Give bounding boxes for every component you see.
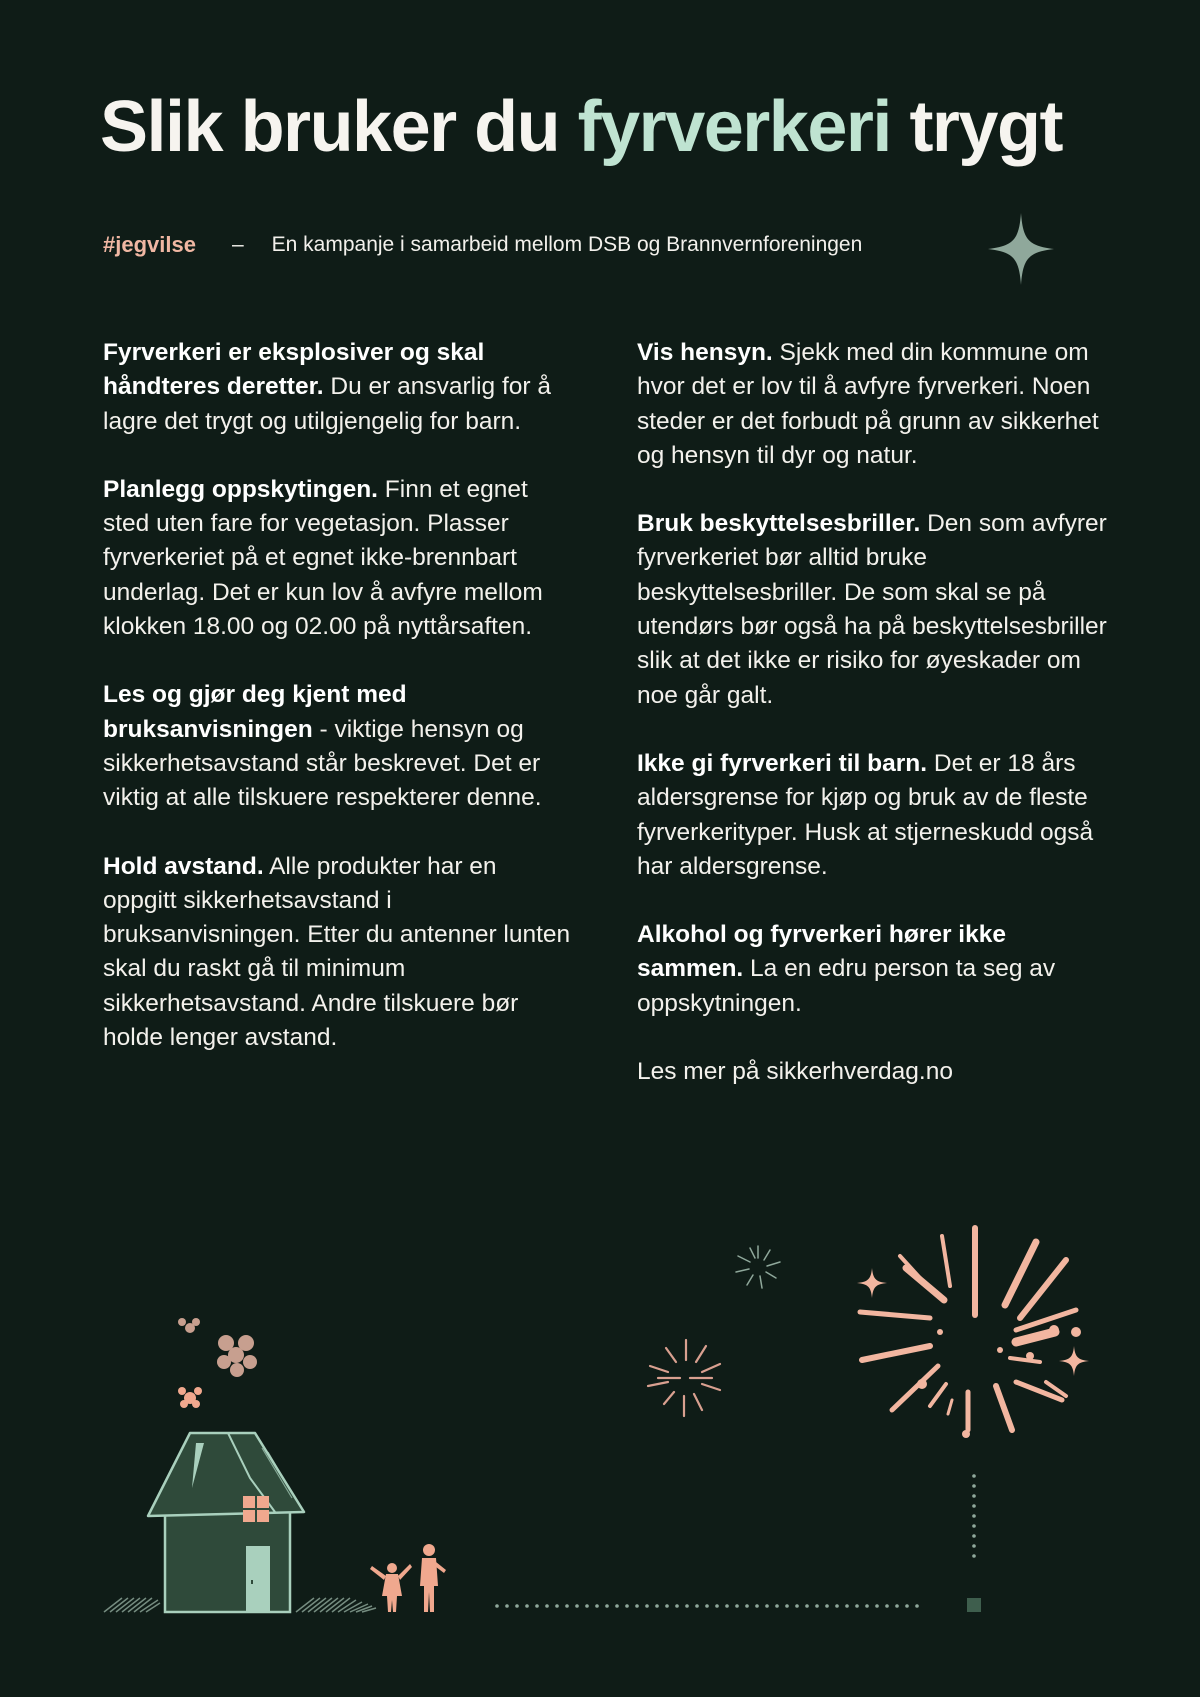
- tiny-firework-icon: [736, 1246, 780, 1288]
- hashtag: #jegvilse: [103, 232, 196, 257]
- tip-heading: Fyrverkeri er eksplosiver og skal håndteres deretter.: [103, 339, 485, 401]
- adult-and-child-icon: [370, 1544, 446, 1612]
- tip-heading: Vis hensyn.: [637, 339, 773, 366]
- campaign-tagline: [103, 232, 862, 258]
- tip-paragraph: [637, 507, 1107, 713]
- four-point-star-icon: [988, 213, 1054, 285]
- sparkle-small-icon: [1059, 1346, 1089, 1376]
- sparkle-small-icon: [857, 1268, 887, 1298]
- tip-paragraph: [103, 678, 573, 815]
- tip-text: Det er 18 års aldersgrense for kjøp og bruk av de fleste fyrverkerityper. Husk at stjerneskudd også har aldersgrense.: [637, 749, 1094, 880]
- firework-burst-icon: [860, 1228, 1076, 1430]
- tip-text: - viktige hensyn og sikkerhetsavstand står beskrevet. Det er viktig at alle tilskuere respekterer denne.: [103, 715, 542, 812]
- tip-paragraph: [637, 336, 1107, 473]
- tip-text: La en edru person ta seg av oppskytningen.: [637, 955, 1056, 1017]
- right-column: [637, 336, 1107, 1123]
- dotted-line: [495, 1474, 976, 1608]
- tagline-dash: –: [231, 233, 244, 256]
- page-title: [100, 86, 1062, 169]
- tip-text: Finn et egnet sted uten fare for vegetasjon. Plasser fyrverkeriet på et egnet ikke-brennbart underlag. Det er kun lov å avfyre mellom klokken 18.00 og 02.00 på nyttårsaften.: [103, 475, 543, 641]
- tip-heading: Hold avstand.: [103, 852, 264, 880]
- tip-text: Sjekk med din kommune om hvor det er lov til å avfyre fyrverkeri. Noen steder er det forbudt på grunn av sikkerhet og hensyn til dyr og natur.: [637, 339, 1099, 469]
- launch-box: [967, 1598, 981, 1612]
- title-accent: fyrverkeri: [577, 87, 891, 167]
- tip-paragraph: [103, 336, 573, 439]
- small-firework-icon: [648, 1340, 720, 1416]
- title-part2: trygt: [909, 87, 1062, 167]
- read-more-line: [637, 1055, 1107, 1089]
- title-part1: Slik bruker du: [100, 87, 560, 167]
- left-column: [103, 336, 573, 1089]
- tip-text: Den som avfyrer fyrverkeriet bør alltid bruke beskyttelsesbriller. De som skal se på utendørs bør også ha på beskyttelsesbriller slik at det ikke er risiko for øyeskader om noe går galt.: [637, 510, 1107, 709]
- tip-text: Du er ansvarlig for å lagre det trygt og utilgjengelig for barn.: [103, 373, 551, 435]
- tip-heading: Les og gjør deg kjent med bruksanvisningen: [103, 681, 407, 743]
- tip-heading: Ikke gi fyrverkeri til barn.: [637, 749, 928, 777]
- tip-heading: Bruk beskyttelsesbriller.: [637, 510, 921, 538]
- firework-dots: [917, 1325, 1081, 1438]
- tip-heading: Planlegg oppskytingen.: [103, 475, 378, 503]
- bottom-illustration: [0, 1200, 1200, 1697]
- tip-paragraph: [637, 747, 1107, 884]
- tip-heading: Alkohol og fyrverkeri hører ikke sammen.: [637, 921, 1006, 983]
- tip-text: Alle produkter har en oppgitt sikkerhetsavstand i bruksanvisningen. Etter du antenner lunten skal du raskt gå til minimum sikkerhetsavstand. Andre tilskuere bør holde lenger avstand.: [103, 852, 571, 1052]
- read-more-text: Les mer på sikkerhverdag.no: [637, 1058, 953, 1086]
- house-icon: [148, 1433, 304, 1612]
- tip-paragraph: [103, 850, 573, 1056]
- tip-paragraph: [103, 473, 573, 644]
- tip-paragraph: [637, 918, 1107, 1021]
- smoke-flower-icon: [178, 1318, 257, 1408]
- campaign-text: En kampanje i samarbeid mellom DSB og Brannvernforeningen: [271, 233, 863, 256]
